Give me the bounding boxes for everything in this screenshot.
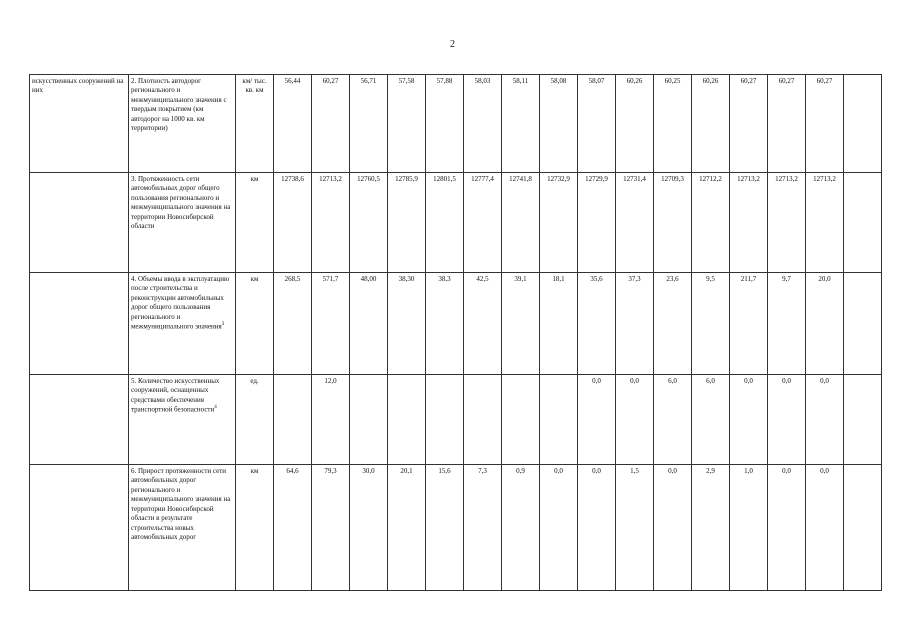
indicator-cell (129, 375, 236, 465)
value-cell: 56,44 (274, 75, 312, 173)
value-cell: 58,11 (502, 75, 540, 173)
value-cell (844, 375, 882, 465)
value-cell: 39,1 (502, 273, 540, 375)
value-cell: 1,0 (730, 465, 768, 591)
value-cell: 57,88 (426, 75, 464, 173)
value-cell: 12709,3 (654, 173, 692, 273)
value-cell: 60,27 (768, 75, 806, 173)
value-cell (350, 375, 388, 465)
value-cell (540, 375, 578, 465)
value-cell: 38,3 (426, 273, 464, 375)
value-cell: 0,0 (616, 375, 654, 465)
value-cell: 0,0 (806, 375, 844, 465)
unit-cell: ед. (236, 375, 274, 465)
value-cell: 9,7 (768, 273, 806, 375)
value-cell: 9,5 (692, 273, 730, 375)
value-cell: 58,03 (464, 75, 502, 173)
value-cell: 20,0 (806, 273, 844, 375)
value-cell (844, 173, 882, 273)
value-cell: 60,25 (654, 75, 692, 173)
value-cell: 15,6 (426, 465, 464, 591)
value-cell: 79,3 (312, 465, 350, 591)
table-row (30, 273, 882, 375)
value-cell: 12713,2 (312, 173, 350, 273)
value-cell: 12,0 (312, 375, 350, 465)
value-cell: 57,58 (388, 75, 426, 173)
value-cell (844, 75, 882, 173)
value-cell: 60,27 (730, 75, 768, 173)
value-cell: 60,26 (692, 75, 730, 173)
indicator-text: 4. Объемы ввода в эксплуатацию после строительства и реконструкции автомобильных дорог общего пользования регионального и межмуниципального значения (131, 275, 230, 331)
indicator-cell (129, 273, 236, 375)
unit-cell: км (236, 465, 274, 591)
value-cell: 0,9 (502, 465, 540, 591)
value-cell (464, 375, 502, 465)
value-cell: 12713,2 (806, 173, 844, 273)
page-number: 2 (450, 39, 455, 50)
value-cell: 38,30 (388, 273, 426, 375)
value-cell: 571,7 (312, 273, 350, 375)
value-cell: 42,5 (464, 273, 502, 375)
value-cell: 12801,5 (426, 173, 464, 273)
value-cell (844, 465, 882, 591)
value-cell (274, 375, 312, 465)
value-cell: 56,71 (350, 75, 388, 173)
value-cell: 0,0 (654, 465, 692, 591)
value-cell (426, 375, 464, 465)
value-cell: 0,0 (540, 465, 578, 591)
value-cell: 60,27 (312, 75, 350, 173)
value-cell: 64,6 (274, 465, 312, 591)
value-cell: 58,08 (540, 75, 578, 173)
value-cell: 58,07 (578, 75, 616, 173)
unit-cell: км (236, 273, 274, 375)
indicator-text: 3. Протяженность сети автомобильных дорог общего пользования регионального и межмуниципального значения на территории Новосибирской области (131, 175, 231, 231)
table-row (30, 75, 882, 173)
value-cell: 12713,2 (768, 173, 806, 273)
value-cell: 0,0 (806, 465, 844, 591)
value-cell: 0,0 (730, 375, 768, 465)
unit-cell: км/ тыс. кв. км (236, 75, 274, 173)
value-cell: 1,5 (616, 465, 654, 591)
unit-cell: км (236, 173, 274, 273)
value-cell: 2,9 (692, 465, 730, 591)
value-cell: 12732,9 (540, 173, 578, 273)
indicator-cell (129, 173, 236, 273)
value-cell: 0,0 (768, 375, 806, 465)
value-cell: 12738,6 (274, 173, 312, 273)
value-cell: 12731,4 (616, 173, 654, 273)
footnote-marker: 3 (221, 322, 225, 328)
indicator-text: 2. Плотность автодорог регионального и межмуниципального значения с твердым покрытием (км автодорог на 1000 кв. км территории) (131, 77, 227, 133)
value-cell: 35,6 (578, 273, 616, 375)
value-cell (502, 375, 540, 465)
group-label-cell-continued (30, 465, 129, 591)
value-cell: 48,00 (350, 273, 388, 375)
value-cell: 0,0 (578, 465, 616, 591)
value-cell: 0,0 (768, 465, 806, 591)
indicators-table (29, 74, 882, 591)
value-cell: 211,7 (730, 273, 768, 375)
table-row (30, 465, 882, 591)
indicator-text: 6. Прирост протяженности сети автомобильных дорог регионального и межмуниципального значения на территории Новосибирской области в результате строительства новых автомобильных дорог (131, 467, 231, 542)
value-cell: 0,0 (578, 375, 616, 465)
value-cell: 12760,5 (350, 173, 388, 273)
table-row (30, 375, 882, 465)
value-cell: 12785,9 (388, 173, 426, 273)
value-cell (844, 273, 882, 375)
group-label-cell-continued (30, 273, 129, 375)
footnote-marker: 4 (214, 405, 217, 411)
indicator-cell (129, 75, 236, 173)
indicator-text: 5. Количество искусственных сооружений, оснащенных средствами обеспечения транспортной безопасности (131, 377, 220, 414)
group-label-cell: искусственных сооружений на них (30, 75, 129, 173)
value-cell: 30,0 (350, 465, 388, 591)
value-cell: 268,5 (274, 273, 312, 375)
value-cell: 12729,9 (578, 173, 616, 273)
value-cell: 12777,4 (464, 173, 502, 273)
value-cell: 60,26 (616, 75, 654, 173)
value-cell: 60,27 (806, 75, 844, 173)
value-cell: 12712,2 (692, 173, 730, 273)
group-label-cell-continued (30, 173, 129, 273)
table-row (30, 173, 882, 273)
value-cell: 23,6 (654, 273, 692, 375)
value-cell: 6,0 (692, 375, 730, 465)
value-cell: 37,3 (616, 273, 654, 375)
indicator-cell (129, 465, 236, 591)
value-cell: 18,1 (540, 273, 578, 375)
value-cell: 20,1 (388, 465, 426, 591)
group-label-cell-continued (30, 375, 129, 465)
value-cell: 12741,8 (502, 173, 540, 273)
value-cell: 6,0 (654, 375, 692, 465)
value-cell (388, 375, 426, 465)
value-cell: 7,3 (464, 465, 502, 591)
value-cell: 12713,2 (730, 173, 768, 273)
